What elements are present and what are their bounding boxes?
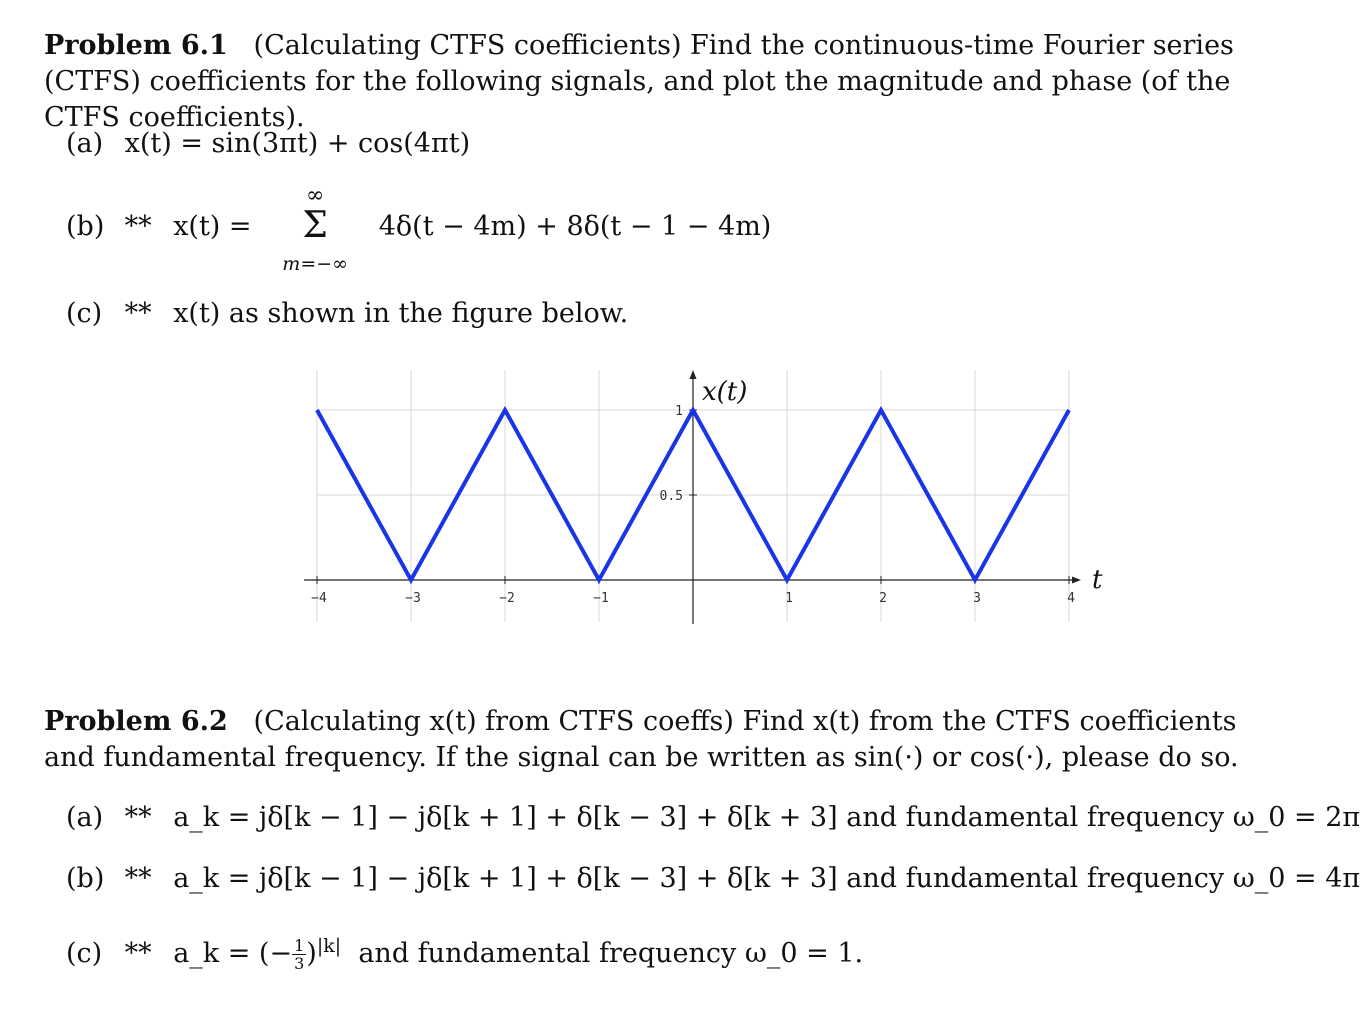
fraction-denominator: 3 [294, 954, 305, 973]
part-expression: a_k = jδ[k − 1] − jδ[k + 1] + δ[k − 3] + δ[k + 3] and fundamental frequency ω_0 = 4π [173, 863, 1361, 894]
problem-6-1-statement [44, 28, 1294, 136]
problem-6-2-text: (Calculating x(t) from CTFS coeffs) Find x(t) from the CTFS coefficients and fundamental frequency. If the signal can be written as sin(·) or cos(·), please do so. [44, 706, 1239, 773]
part-label: (a) [66, 802, 104, 833]
part-lhs: a_k = (− [173, 938, 293, 969]
fraction-numerator: 1 [294, 936, 305, 955]
part-rhs: ) [306, 938, 317, 969]
difficulty-stars: ** [124, 802, 152, 833]
x-tick-label: 2 [879, 591, 887, 606]
part-expression: x(t) = sin(3πt) + cos(4πt) [124, 128, 471, 159]
problem-6-1-part-a [66, 126, 470, 162]
part-expression: a_k = jδ[k − 1] − jδ[k + 1] + δ[k − 3] + δ[k + 3] and fundamental frequency ω_0 = 2π [173, 802, 1361, 833]
part-lhs: x(t) = [173, 211, 252, 242]
difficulty-stars: ** [124, 298, 152, 329]
problem-6-2-part-b [66, 861, 1360, 897]
summation-symbol: Σ [302, 205, 328, 246]
part-label: (c) [66, 938, 103, 969]
summation-lower-limit: m=−∞ [282, 253, 348, 275]
part-expression: 4δ(t − 4m) + 8δ(t − 1 − 4m) [378, 211, 772, 242]
problem-6-1-heading: Problem 6.1 [44, 30, 228, 61]
summation [260, 183, 370, 275]
y-axis-label: x(t) [702, 377, 748, 407]
difficulty-stars: ** [124, 863, 152, 894]
problem-6-2-heading: Problem 6.2 [44, 706, 228, 737]
x-tick-label: −3 [405, 591, 421, 606]
problem-6-2-part-a [66, 800, 1360, 836]
x-tick-label: −1 [593, 591, 609, 606]
x-tick-label: 3 [973, 591, 981, 606]
x-axis-label: t [1092, 565, 1103, 595]
fraction [292, 937, 306, 972]
difficulty-stars: ** [124, 211, 152, 242]
difficulty-stars: ** [124, 938, 152, 969]
y-tick-label: 0.5 [659, 489, 683, 504]
part-expression: x(t) as shown in the figure below. [173, 298, 629, 329]
x-tick-label: 1 [785, 591, 793, 606]
problem-6-1-text: (Calculating CTFS coefficients) Find the continuous-time Fourier series (CTFS) coefficients for the following signals, and plot the magnitude and phase (of the CTFS coefficients). [44, 30, 1234, 133]
x-tick-label: −2 [499, 591, 515, 606]
problem-6-2-part-c [66, 928, 863, 972]
problem-6-2-statement [44, 704, 1294, 776]
part-tail: and fundamental frequency ω_0 = 1. [358, 938, 864, 969]
exponent: |k| [316, 935, 342, 957]
summation-upper-limit: ∞ [305, 183, 325, 208]
triangle-wave-plot [300, 360, 1120, 640]
part-label: (a) [66, 128, 104, 159]
y-tick-label: 1 [675, 404, 683, 419]
problem-6-1-part-c [66, 296, 628, 332]
problem-6-1-part-b [66, 183, 772, 275]
x-tick-label: 4 [1067, 591, 1075, 606]
part-label: (b) [66, 211, 105, 242]
x-axis-arrow [1072, 577, 1081, 584]
y-axis-arrow [690, 370, 697, 379]
part-label: (c) [66, 298, 103, 329]
part-label: (b) [66, 863, 105, 894]
x-tick-label: −4 [311, 591, 327, 606]
